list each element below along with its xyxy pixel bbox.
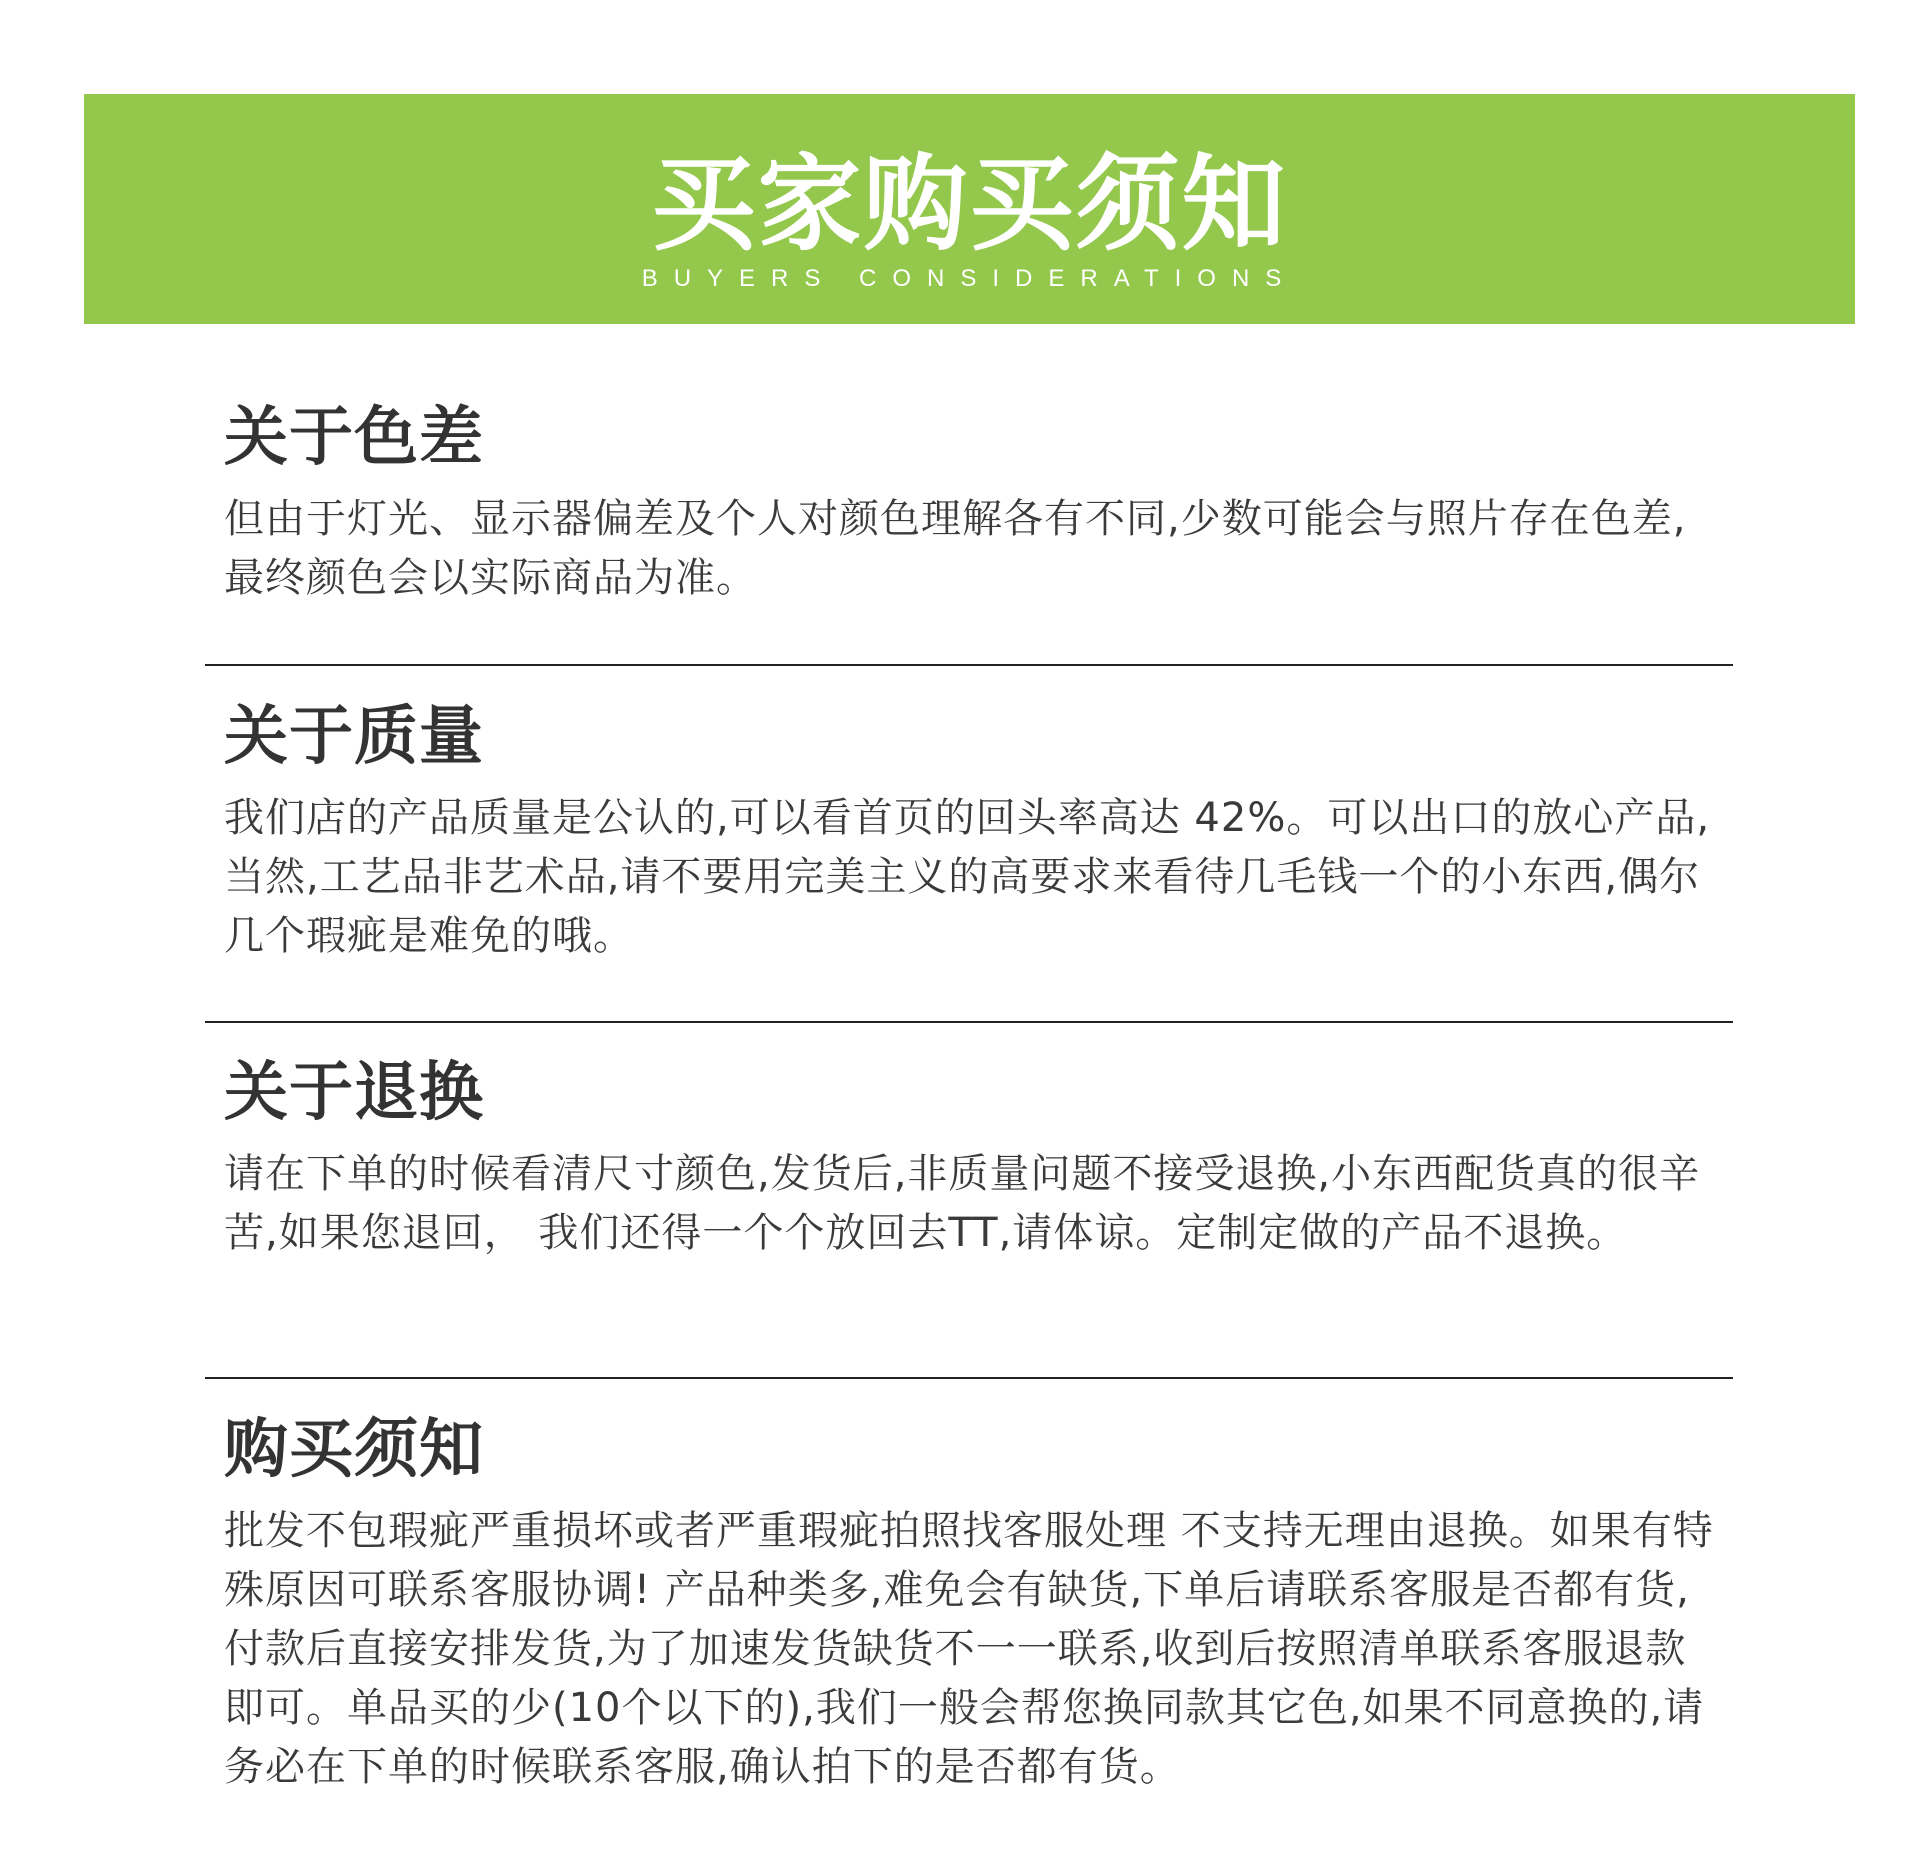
section-returns xyxy=(224,1053,1724,1263)
section-body: 但由于灯光、显示器偏差及个人对颜色理解各有不同,少数可能会与照片存在色差,最终颜色会以实际商品为准。 xyxy=(224,496,1687,601)
page-title: 买家购买须知 xyxy=(651,143,1288,265)
section-purchase-notice xyxy=(224,1410,1724,1797)
section-heading: 关于退换 xyxy=(224,1056,484,1130)
section-quality xyxy=(224,697,1724,966)
section-body: 请在下单的时候看清尺寸颜色,发货后,非质量问题不接受退换,小东西配货真的很辛苦,如果您退回， 我们还得一个个放回去TT,请体谅。定制定做的产品不退换。 xyxy=(224,1151,1701,1256)
section-color-difference xyxy=(224,398,1724,608)
page-subtitle: BUYERS CONSIDERATIONS xyxy=(641,265,1298,292)
section-divider xyxy=(205,1021,1733,1023)
section-heading: 购买须知 xyxy=(224,1413,484,1487)
section-heading: 关于色差 xyxy=(224,401,484,475)
section-heading: 关于质量 xyxy=(224,700,484,774)
header-banner xyxy=(84,94,1855,324)
section-body: 批发不包瑕疵严重损坏或者严重瑕疵拍照找客服处理 不支持无理由退换。如果有特殊原因可联系客服协调! 产品种类多,难免会有缺货,下单后请联系客服是否都有货,付款后直接安排发货,为了加速发货缺货不一一联系,收到后按照清单联系客服退款即可。单品买的少(10个以下的),我们一般会帮您换同款其它色,如果不同意换的,请务必在下单的时候联系客服,确认拍下的是否都有货。 xyxy=(224,1508,1714,1790)
section-body: 我们店的产品质量是公认的,可以看首页的回头率高达 42%。可以出口的放心产品,当然,工艺品非艺术品,请不要用完美主义的高要求来看待几毛钱一个的小东西,偶尔几个瑕疵是难免的哦。 xyxy=(224,795,1711,959)
section-divider xyxy=(205,1377,1733,1379)
section-divider xyxy=(205,664,1733,666)
